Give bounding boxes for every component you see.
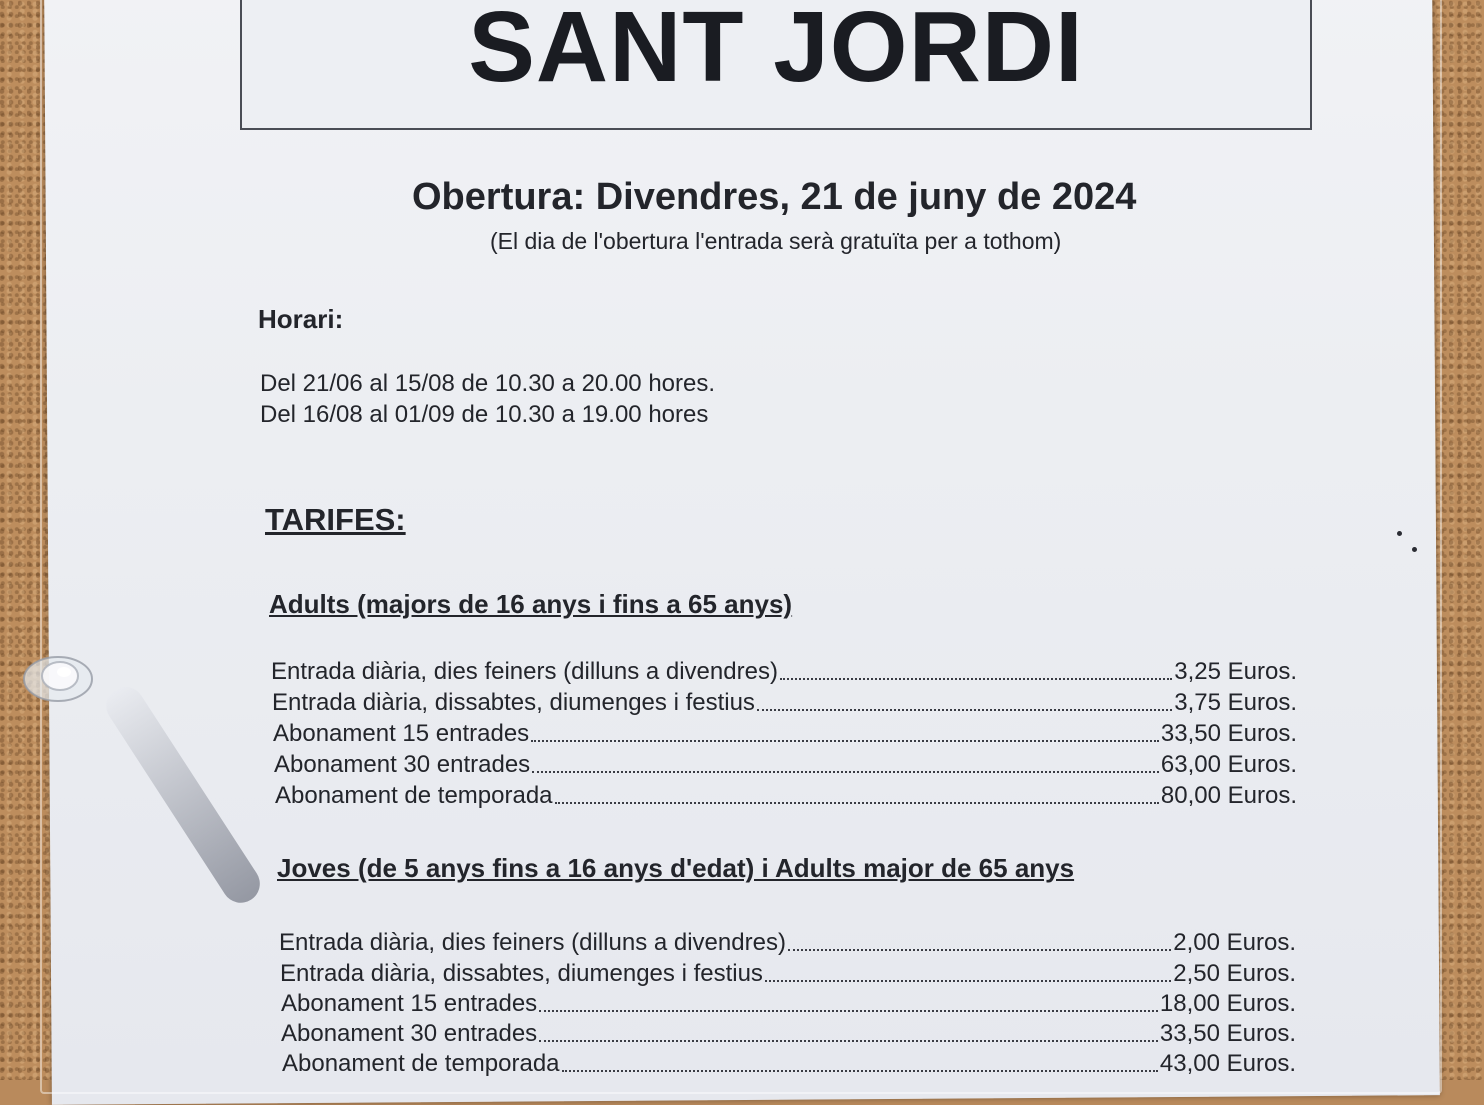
dot-leader <box>555 802 1159 804</box>
dot-leader <box>539 1010 1158 1012</box>
joves-heading: Joves (de 5 anys fins a 16 anys d'edat) i Adults major de 65 anys <box>277 853 1075 883</box>
price-row <box>280 958 1296 988</box>
price-label: Abonament 15 entrades <box>281 990 538 1017</box>
adults-heading: Adults (majors de 16 anys i fins a 65 anys) <box>269 589 793 619</box>
price-row <box>282 1048 1296 1078</box>
dot-leader <box>788 949 1171 951</box>
price-row <box>281 1018 1296 1048</box>
dot-leader <box>757 709 1172 711</box>
price-row <box>273 718 1297 748</box>
price-label: Entrada diària, dissabtes, diumenges i festius <box>280 960 763 987</box>
schedule-line: Del 16/08 al 01/09 de 10.30 a 19.00 hores <box>260 401 709 428</box>
price-label: Entrada diària, dies feiners (dilluns a divendres) <box>279 929 786 956</box>
price-value: 2,00 Euros. <box>1173 929 1296 956</box>
price-row <box>272 687 1297 717</box>
price-value: 63,00 Euros. <box>1160 751 1297 778</box>
opening-date: Obertura: Divendres, 21 de juny de 2024 <box>412 176 1137 218</box>
price-value: 2,50 Euros. <box>1173 960 1296 987</box>
price-label: Entrada diària, dissabtes, diumenges i festius <box>272 689 755 716</box>
tarifes-heading: TARIFES: <box>265 502 406 537</box>
price-label: Abonament de temporada <box>282 1050 560 1077</box>
price-value: 3,25 Euros. <box>1174 658 1297 685</box>
dot-leader <box>532 771 1159 773</box>
opening-note: (El dia de l'obertura l'entrada serà gratuïta per a tothom) <box>490 228 1062 254</box>
price-row <box>281 988 1296 1018</box>
price-label: Abonament 30 entrades <box>274 751 531 778</box>
price-value: 33,50 Euros. <box>1160 720 1297 747</box>
price-row <box>279 927 1296 957</box>
price-value: 43,00 Euros. <box>1159 1050 1296 1077</box>
dot-leader <box>562 1070 1158 1072</box>
price-label: Abonament 15 entrades <box>273 720 530 747</box>
dot-leader <box>539 1040 1158 1042</box>
push-pin-icon <box>22 652 94 704</box>
schedule-line: Del 21/06 al 15/08 de 10.30 a 20.00 hores. <box>260 370 716 397</box>
price-row <box>274 749 1297 779</box>
price-value: 33,50 Euros. <box>1159 1020 1296 1047</box>
poster-title: SANT JORDI <box>468 0 1084 103</box>
dot-leader <box>765 980 1171 982</box>
price-value: 18,00 Euros. <box>1159 990 1296 1017</box>
price-label: Abonament de temporada <box>275 782 553 809</box>
price-label: Entrada diària, dies feiners (dilluns a divendres) <box>271 658 778 685</box>
price-value: 3,75 Euros. <box>1174 689 1297 716</box>
price-row <box>275 780 1297 810</box>
dot-leader <box>531 740 1159 742</box>
price-value: 80,00 Euros. <box>1160 782 1297 809</box>
horari-heading: Horari: <box>258 304 344 334</box>
price-row <box>271 656 1297 686</box>
title-box <box>240 0 1312 130</box>
mark-dot <box>1412 547 1417 552</box>
dot-leader <box>780 678 1172 680</box>
price-label: Abonament 30 entrades <box>281 1020 538 1047</box>
mark-dot <box>1397 531 1402 536</box>
